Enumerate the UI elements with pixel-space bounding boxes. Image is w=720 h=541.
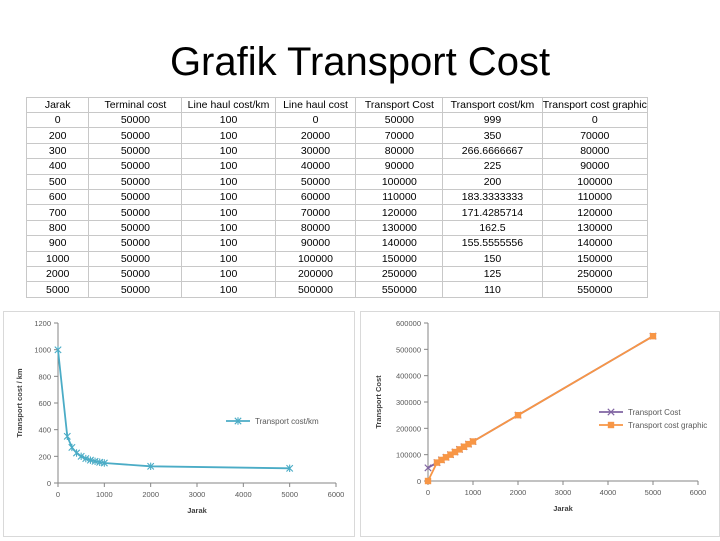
table-row — [27, 220, 648, 235]
series-line — [58, 350, 290, 469]
table-cell: 20000 — [275, 128, 356, 143]
table-cell: 50000 — [89, 113, 182, 128]
table-cell: 120000 — [356, 205, 443, 220]
x-tick-label: 3000 — [188, 490, 206, 499]
x-tick-label: 4000 — [599, 488, 617, 497]
table-cell: 350 — [443, 128, 542, 143]
table-cell: 40000 — [275, 159, 356, 174]
x-tick-label: 1000 — [464, 488, 482, 497]
y-tick-label: 400000 — [395, 371, 421, 381]
y-tick-label: 300000 — [395, 398, 421, 407]
table-cell: 130000 — [542, 220, 647, 235]
x-tick-label: 1000 — [95, 490, 113, 499]
table-cell: 600 — [27, 190, 89, 205]
table-cell: 130000 — [356, 220, 443, 235]
table-cell: 171.4285714 — [443, 205, 542, 220]
y-tick-label: 200000 — [395, 424, 421, 434]
table-cell: 70000 — [356, 128, 443, 143]
table-cell: 50000 — [89, 251, 182, 266]
table-cell: 100 — [182, 128, 275, 143]
y-tick-label: 1000 — [34, 345, 51, 355]
x-tick-label: 3000 — [554, 488, 572, 497]
table-cell: 50000 — [89, 220, 182, 235]
x-axis-label: Jarak — [553, 504, 573, 513]
table-cell: 100 — [182, 282, 275, 298]
table-row — [27, 190, 648, 205]
table-cell: 2000 — [27, 267, 89, 282]
x-tick-label: 4000 — [234, 490, 252, 499]
x-tick-label: 6000 — [689, 488, 707, 497]
table-row — [27, 282, 648, 298]
y-axis-label: Transport Cost — [374, 375, 383, 429]
table-cell: 100 — [182, 190, 275, 205]
table-cell: 50000 — [89, 236, 182, 251]
data-point-marker — [64, 433, 70, 440]
x-tick-label: 2000 — [509, 488, 527, 497]
table-cell: 700 — [27, 205, 89, 220]
table-cell: 100 — [182, 220, 275, 235]
x-tick-label: 6000 — [327, 490, 345, 499]
x-tick-label: 0 — [425, 488, 431, 497]
table-cell: 50000 — [89, 174, 182, 189]
data-point-marker — [515, 412, 521, 418]
table-header-cell: Transport cost graphic — [542, 99, 647, 111]
table-cell: 250000 — [356, 267, 443, 282]
table-cell: 70000 — [542, 128, 647, 143]
x-tick-label: 0 — [55, 490, 61, 499]
table-cell: 5000 — [27, 282, 89, 298]
table-cell: 50000 — [89, 190, 182, 205]
table-row — [27, 113, 648, 128]
table-cell: 100000 — [275, 251, 356, 266]
table-cell: 100 — [182, 205, 275, 220]
y-tick-label: 600 — [38, 399, 51, 408]
x-tick-label: 5000 — [281, 490, 299, 499]
table-cell: 50000 — [89, 267, 182, 282]
y-tick-label: 800 — [38, 372, 51, 382]
table-cell: 50000 — [89, 128, 182, 143]
table-header-row — [27, 98, 648, 113]
table-cell: 70000 — [275, 205, 356, 220]
y-tick-label: 1200 — [34, 319, 51, 328]
table-cell: 250000 — [542, 267, 647, 282]
table-cell: 300 — [27, 143, 89, 158]
table-cell: 90000 — [356, 159, 443, 174]
table-cell: 100 — [182, 251, 275, 266]
table-header-cell: Jarak — [27, 98, 89, 113]
table-cell: 999 — [443, 113, 542, 128]
table-cell: 150000 — [356, 251, 443, 266]
table-row — [27, 159, 648, 174]
data-point-marker — [470, 438, 476, 444]
table-header-cell: Line haul cost — [275, 98, 356, 113]
table-cell: 266.6666667 — [443, 143, 542, 158]
y-tick-label: 400 — [38, 425, 51, 435]
table-cell: 50000 — [89, 282, 182, 298]
table-cell: 900 — [27, 236, 89, 251]
table-row — [27, 205, 648, 220]
table-header-cell: Transport Cost — [356, 98, 443, 113]
table-header-cell: Transport cost/km — [443, 98, 542, 113]
legend-label: Transport cost graphic — [628, 421, 708, 430]
y-tick-label: 600000 — [395, 319, 421, 328]
table-cell: 183.3333333 — [443, 190, 542, 205]
data-point-marker — [425, 478, 431, 484]
x-tick-label: 5000 — [644, 488, 662, 497]
y-tick-label: 500000 — [395, 345, 421, 355]
table-cell: 140000 — [542, 236, 647, 251]
y-tick-label: 100000 — [395, 450, 421, 460]
table-cell: 30000 — [275, 143, 356, 158]
table-cell: 800 — [27, 220, 89, 235]
table-cell: 100 — [182, 113, 275, 128]
table-cell: 0 — [542, 113, 647, 128]
x-axis-label: Jarak — [187, 506, 207, 515]
table-row — [27, 267, 648, 282]
table-cell: 50000 — [89, 205, 182, 220]
table-cell: 80000 — [275, 220, 356, 235]
y-tick-label: 200 — [38, 452, 51, 462]
table-cell: 50000 — [275, 174, 356, 189]
table-header-cell: Terminal cost — [89, 98, 182, 113]
y-tick-label: 0 — [46, 479, 51, 488]
table-cell: 1000 — [27, 251, 89, 266]
table-cell: 100 — [182, 174, 275, 189]
table-cell: 200 — [27, 128, 89, 143]
table-cell: 100000 — [542, 174, 647, 189]
table-cell: 50000 — [89, 143, 182, 158]
table-row — [27, 174, 648, 189]
data-point-marker — [73, 449, 79, 456]
table-cell: 100 — [182, 143, 275, 158]
table-cell: 120000 — [542, 205, 647, 220]
table-cell: 400 — [27, 159, 89, 174]
chart-right-svg — [361, 312, 719, 536]
chart-left-svg — [4, 312, 354, 536]
data-table — [26, 97, 648, 298]
table-cell: 100 — [182, 159, 275, 174]
table-cell: 155.5555556 — [443, 236, 542, 251]
table-cell: 60000 — [275, 190, 356, 205]
table-cell: 200 — [443, 174, 542, 189]
data-point-marker — [608, 422, 614, 428]
table-cell: 125 — [443, 267, 542, 282]
table-cell: 110 — [443, 282, 542, 298]
table-cell: 500 — [27, 174, 89, 189]
table-cell: 110000 — [356, 190, 443, 205]
table-cell: 50000 — [89, 159, 182, 174]
table-cell: 500000 — [275, 282, 356, 298]
y-tick-label: 0 — [416, 477, 421, 486]
legend-label: Transport cost/km — [255, 417, 319, 426]
table-cell: 80000 — [542, 143, 647, 158]
table-body — [27, 113, 648, 298]
table-cell: 100 — [182, 267, 275, 282]
table-cell: 150 — [443, 251, 542, 266]
table-cell: 200000 — [275, 267, 356, 282]
table-row — [27, 251, 648, 266]
table-cell: 110000 — [542, 190, 647, 205]
table-cell: 80000 — [356, 143, 443, 158]
table-cell: 140000 — [356, 236, 443, 251]
table-cell: 550000 — [542, 282, 647, 298]
table-cell: 150000 — [542, 251, 647, 266]
legend-label: Transport Cost — [628, 408, 681, 417]
page-title: Grafik Transport Cost — [169, 40, 551, 84]
table-cell: 0 — [275, 113, 356, 128]
table-row — [27, 236, 648, 251]
table-cell: 0 — [27, 113, 89, 128]
table-cell: 100000 — [356, 174, 443, 189]
table-cell: 162.5 — [443, 220, 542, 235]
table-cell: 550000 — [356, 282, 443, 298]
table-row — [27, 128, 648, 143]
chart-transport-cost — [360, 311, 720, 537]
table-row — [27, 143, 648, 158]
table-cell: 225 — [443, 159, 542, 174]
data-point-marker — [650, 333, 656, 339]
series-line — [428, 336, 653, 481]
chart-transport-cost-per-km — [3, 311, 355, 537]
table-cell: 50000 — [356, 113, 443, 128]
table-cell: 100 — [182, 236, 275, 251]
table-cell: 90000 — [542, 159, 647, 174]
table-cell: 90000 — [275, 236, 356, 251]
y-axis-label: Transport cost / km — [15, 368, 24, 438]
x-tick-label: 2000 — [142, 490, 160, 499]
table-header-cell: Line haul cost/km — [182, 98, 275, 113]
